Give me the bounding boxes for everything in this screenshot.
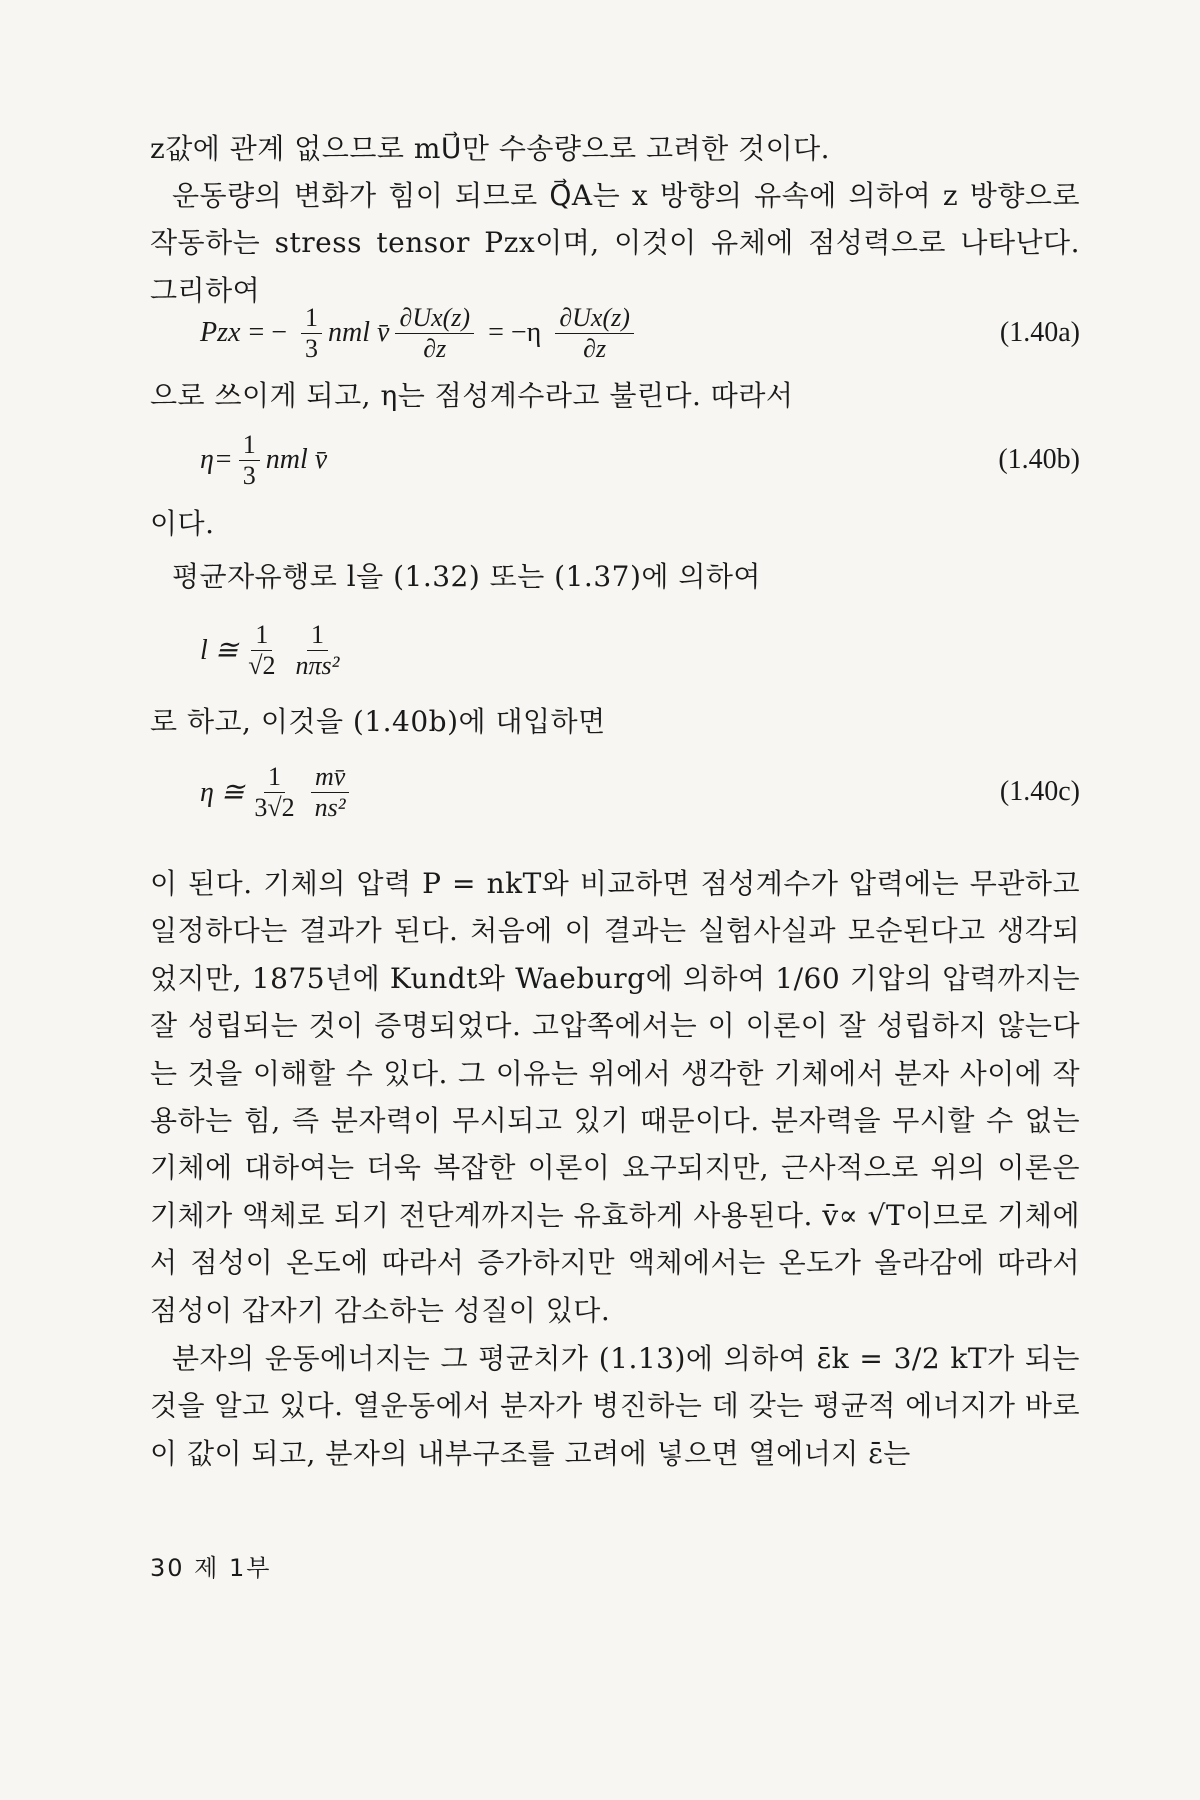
eq-c-frac-2: $\frac{mv̄}{\text{ns²}}$ (311, 762, 350, 823)
paragraph-4: 이다. (150, 507, 215, 540)
eq-l-lhs: l ≅ (200, 635, 239, 666)
equation-number-1-40b: (1.40b) (998, 444, 1080, 475)
eq-l-frac-2: $\frac{1}{\text{nπs²}}$ (295, 619, 340, 680)
eq-b-lhs: η= (200, 444, 233, 475)
eq-a-lhs: Pzx (200, 317, 241, 348)
paragraph-1: z값에 관계 없으므로 mU⃗만 수송량으로 고려한 것이다. (150, 132, 831, 165)
equation-number-1-40c: (1.40c) (999, 776, 1080, 807)
eq-l-frac-1: $\frac{1}{√2}$ (248, 619, 276, 680)
page-footer: 30 제 1부 (150, 1554, 272, 1582)
paragraph-7: 이 된다. 기체의 압력 P = nkT와 비교하면 점성계수가 압력에는 무관하고 일정하다는 결과가 된다. 처음에 이 결과는 실험사실과 모순된다고 생각되었지만, 1875년에 Kundt와 Waeburg에 의하여 1/60 기압의 압력까지는 잘 성립되는 것이 증명되었다. 고압쪽에서는 이 이론이 잘 성립하지 않는다는 것을 이해할 수 있다. 그 이유는 위에서 생각한 기체에서 분자 사이에 작용하는 힘, 즉 분자력이 무시되고 있기 때문이다. 분자력을 무시할 수 없는 기체에 대하여는 더욱 복잡한 이론이 요구되지만, 근사적으로 위의 이론은 기체가 액체로 되기 전단계까지는 유효하게 사용된다. v̄∝ √T이므로 기체에서 점성이 온도에 따라서 증가하지만 액체에서는 온도가 올라감에 따라서 점성이 갑자기 감소하는 성질이 있다. (150, 867, 1080, 1327)
eq-b-frac: $\frac{1}{3}$ (239, 430, 260, 491)
equation-1-40b (200, 425, 1080, 495)
paragraph-8: 분자의 운동에너지는 그 평균치가 (1.13)에 의하여 ε̄k = 3/2 kT가 되는 것을 알고 있다. 열운동에서 분자가 병진하는 데 갖는 평균적 에너지가 바로 이 값이 되고, 분자의 내부구조를 고려에 넣으면 열에너지 ε̄는 (150, 1342, 1080, 1470)
equation-number-1-40a: (1.40a) (999, 317, 1080, 348)
equation-mean-free-path (200, 615, 1080, 685)
paragraph-3: 으로 쓰이게 되고, η는 점성계수라고 불린다. 따라서 (150, 379, 794, 412)
eq-a-eq2: = −η (488, 317, 542, 348)
eq-a-frac-1: $\frac{1}{3}$ (301, 303, 322, 364)
paragraph-6: 로 하고, 이것을 (1.40b)에 대입하면 (150, 705, 606, 738)
eq-b-rhs: nml v̄ (265, 444, 328, 475)
eq-a-eq1: = − (248, 317, 288, 348)
eq-a-mid: nml v̄ (328, 317, 390, 348)
equation-1-40c (200, 757, 1080, 827)
eq-a-frac-3: $\frac{\partial Ux(z)}{\partial z}$ (555, 303, 634, 364)
eq-c-lhs: η ≅ (200, 777, 245, 808)
eq-a-frac-2: $\frac{\partial Ux(z)}{\partial z}$ (395, 303, 474, 364)
paragraph-5: 평균자유행로 l을 (1.32) 또는 (1.37)에 의하여 (172, 560, 761, 593)
paragraph-2: 운동량의 변화가 힘이 되므로 Q⃗A는 x 방향의 유속에 의하여 z 방향으로 작동하는 stress tensor Pzx이며, 이것이 유체에 점성력으로 나타난다. 그리하여 (150, 179, 1080, 307)
eq-c-frac-1: $\frac{1}{3√2}$ (254, 761, 295, 822)
equation-1-40a (200, 298, 1080, 368)
